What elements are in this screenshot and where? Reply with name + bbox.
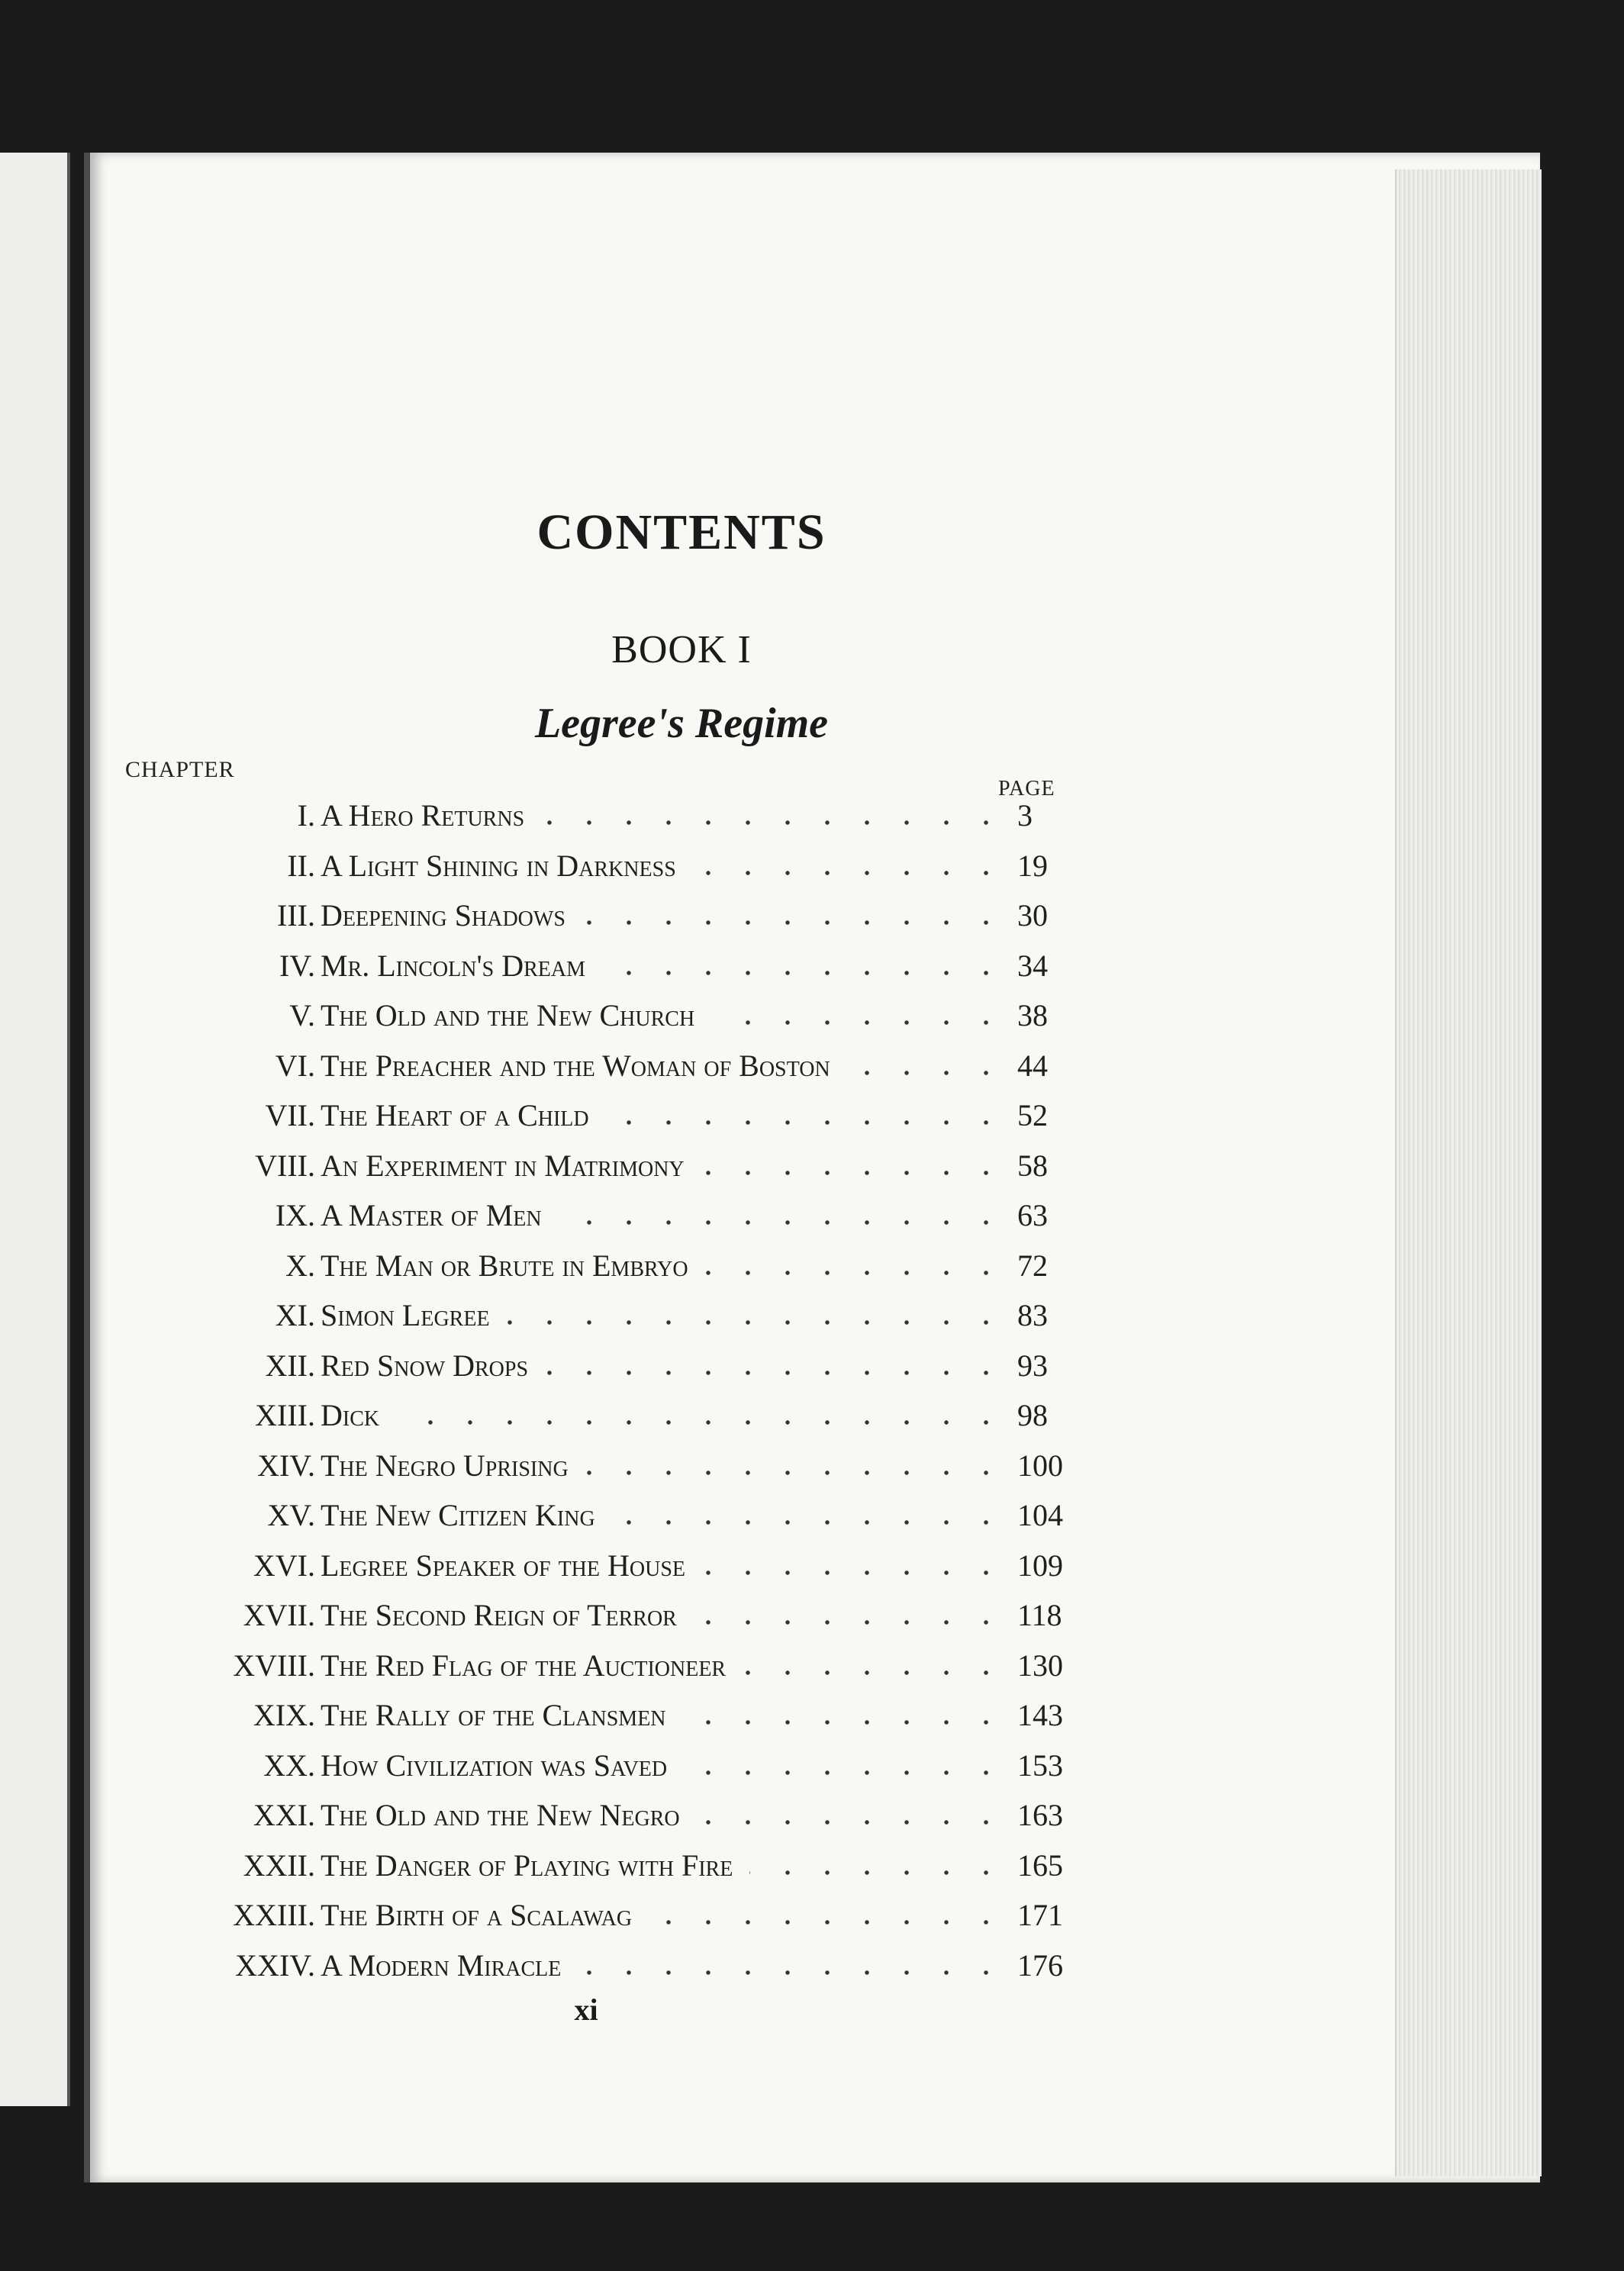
chapter-page: 58 xyxy=(1017,1148,1048,1183)
chapter-number: I. xyxy=(297,798,315,833)
dot-leader xyxy=(612,1520,1006,1525)
chapter-column-header: CHAPTER xyxy=(125,757,235,782)
chapter-page: 52 xyxy=(1017,1098,1048,1132)
dot-leader xyxy=(507,1320,1006,1325)
chapter-title: The Negro Uprising xyxy=(321,1448,569,1483)
toc-row xyxy=(90,1597,1311,1644)
toc-row xyxy=(90,897,1311,945)
chapter-title: The Red Flag of the Auctioneer xyxy=(321,1648,727,1683)
book-label: BOOK I xyxy=(611,628,752,672)
chapter-number: XVIII. xyxy=(233,1648,315,1683)
chapter-title: A Master of Men xyxy=(321,1198,542,1232)
chapter-number: XXIV. xyxy=(235,1947,315,1983)
facing-page-edge xyxy=(0,153,70,2106)
toc-row xyxy=(90,1697,1311,1744)
dot-leader xyxy=(749,1870,1006,1875)
dot-leader xyxy=(649,1920,1006,1925)
dot-leader xyxy=(847,1071,1006,1075)
chapter-number: XVII. xyxy=(243,1598,315,1632)
chapter-title: Red Snow Drops xyxy=(321,1348,529,1383)
toc-row xyxy=(90,1197,1311,1245)
chapter-title: Simon Legree xyxy=(321,1298,490,1332)
chapter-title: An Experiment in Matrimony xyxy=(321,1148,685,1183)
toc-row xyxy=(90,1797,1311,1844)
chapter-page: 143 xyxy=(1017,1698,1063,1732)
toc-row xyxy=(90,848,1311,895)
chapter-number: XIV. xyxy=(257,1448,315,1483)
chapter-page: 176 xyxy=(1017,1947,1063,1983)
toc-row xyxy=(90,1248,1311,1295)
page-column-header: PAGE xyxy=(998,777,1055,800)
page-edges xyxy=(1395,169,1542,2176)
chapter-number: III. xyxy=(277,898,315,933)
toc-row xyxy=(90,1397,1311,1445)
chapter-title: The Old and the New Church xyxy=(321,998,695,1032)
chapter-page: 171 xyxy=(1017,1898,1063,1932)
chapter-number: VI. xyxy=(275,1048,315,1083)
dot-leader xyxy=(396,1420,1006,1425)
dot-leader xyxy=(585,1471,1006,1475)
toc-row xyxy=(90,1548,1311,1595)
chapter-number: XIII. xyxy=(255,1398,315,1432)
chapter-page: 100 xyxy=(1017,1448,1063,1483)
dot-leader xyxy=(701,1171,1006,1175)
chapter-number: V. xyxy=(289,998,315,1032)
chapter-page: 44 xyxy=(1017,1048,1048,1083)
toc-row xyxy=(90,948,1311,995)
chapter-page: 118 xyxy=(1017,1598,1062,1632)
chapter-number: VIII. xyxy=(255,1148,315,1183)
dot-leader xyxy=(743,1670,1006,1675)
chapter-title: Deepening Shadows xyxy=(321,898,566,933)
page-number: xi xyxy=(574,1992,598,2027)
chapter-page: 130 xyxy=(1017,1648,1063,1683)
dot-leader xyxy=(705,1271,1006,1275)
chapter-title: The Man or Brute in Embryo xyxy=(321,1248,688,1283)
chapter-number: XIX. xyxy=(253,1698,315,1732)
chapter-number: XXI. xyxy=(253,1798,315,1832)
dot-leader xyxy=(683,1720,1006,1725)
toc-row xyxy=(90,1097,1311,1145)
chapter-title: The Second Reign of Terror xyxy=(321,1598,677,1632)
chapter-page: 30 xyxy=(1017,898,1048,933)
chapter-title: The Old and the New Negro xyxy=(321,1798,680,1832)
dot-leader xyxy=(702,1570,1006,1575)
dot-leader xyxy=(578,1970,1006,1975)
chapter-page: 153 xyxy=(1017,1748,1063,1783)
chapter-title: Mr. Lincoln's Dream xyxy=(321,948,586,983)
dot-leader xyxy=(711,1020,1006,1025)
toc-row xyxy=(90,1297,1311,1345)
chapter-title: A Hero Returns xyxy=(321,798,525,833)
chapter-page: 93 xyxy=(1017,1348,1048,1383)
dot-leader xyxy=(697,1820,1006,1825)
toc-row xyxy=(90,1947,1311,1995)
toc-row xyxy=(90,1897,1311,1944)
dot-leader xyxy=(693,871,1006,875)
toc-row xyxy=(90,1148,1311,1195)
chapter-number: XVI. xyxy=(253,1548,315,1583)
chapter-page: 109 xyxy=(1017,1548,1063,1583)
chapter-page: 163 xyxy=(1017,1798,1063,1832)
chapter-page: 165 xyxy=(1017,1847,1063,1883)
chapter-page: 63 xyxy=(1017,1198,1048,1232)
toc-list xyxy=(90,153,1311,2182)
dot-leader xyxy=(545,1371,1006,1375)
chapter-page: 19 xyxy=(1017,848,1048,883)
toc-row xyxy=(90,997,1311,1045)
dot-leader xyxy=(602,971,1006,975)
chapter-title: The Heart of a Child xyxy=(321,1098,589,1132)
dot-leader xyxy=(541,820,1006,825)
chapter-page: 34 xyxy=(1017,948,1048,983)
chapter-title: The Birth of a Scalawag xyxy=(321,1898,633,1932)
book-subtitle: Legree's Regime xyxy=(534,700,829,747)
dot-leader xyxy=(559,1220,1006,1225)
toc-row xyxy=(90,1348,1311,1395)
contents-heading: CONTENTS xyxy=(536,504,826,560)
toc-row xyxy=(90,1748,1311,1795)
toc-row xyxy=(90,797,1311,845)
chapter-number: IX. xyxy=(275,1198,315,1232)
chapter-number: XXII. xyxy=(243,1847,315,1883)
chapter-title: How Civilization was Saved xyxy=(321,1748,668,1783)
chapter-title: The New Citizen King xyxy=(321,1498,595,1532)
chapter-number: XI. xyxy=(275,1298,315,1332)
toc-row xyxy=(90,1048,1311,1095)
chapter-number: IV. xyxy=(279,948,315,983)
chapter-title: The Danger of Playing with Fire xyxy=(321,1847,733,1883)
chapter-title: The Preacher and the Woman of Boston xyxy=(321,1048,830,1083)
chapter-title: A Modern Miracle xyxy=(321,1947,562,1983)
chapter-number: XX. xyxy=(263,1748,315,1783)
dot-leader xyxy=(694,1620,1006,1625)
chapter-title: The Rally of the Clansmen xyxy=(321,1698,666,1732)
chapter-number: XV. xyxy=(267,1498,315,1532)
toc-row xyxy=(90,1648,1311,1695)
dot-leader xyxy=(684,1770,1006,1775)
toc-row xyxy=(90,1497,1311,1545)
chapter-page: 104 xyxy=(1017,1498,1063,1532)
toc-row xyxy=(90,1847,1311,1895)
chapter-title: Dick xyxy=(321,1398,380,1432)
book-page xyxy=(84,153,1540,2182)
chapter-page: 83 xyxy=(1017,1298,1048,1332)
chapter-number: XII. xyxy=(265,1348,315,1383)
chapter-page: 98 xyxy=(1017,1398,1048,1432)
toc-row xyxy=(90,1448,1311,1495)
chapter-number: VII. xyxy=(265,1098,315,1132)
chapter-number: II. xyxy=(287,848,315,883)
dot-leader xyxy=(606,1120,1006,1125)
dot-leader xyxy=(582,920,1006,925)
chapter-page: 38 xyxy=(1017,998,1048,1032)
chapter-number: XXIII. xyxy=(233,1898,315,1932)
chapter-page: 72 xyxy=(1017,1248,1048,1283)
chapter-page: 3 xyxy=(1017,798,1033,833)
chapter-title: A Light Shining in Darkness xyxy=(321,848,676,883)
chapter-number: X. xyxy=(285,1248,315,1283)
chapter-title: Legree Speaker of the House xyxy=(321,1548,686,1583)
